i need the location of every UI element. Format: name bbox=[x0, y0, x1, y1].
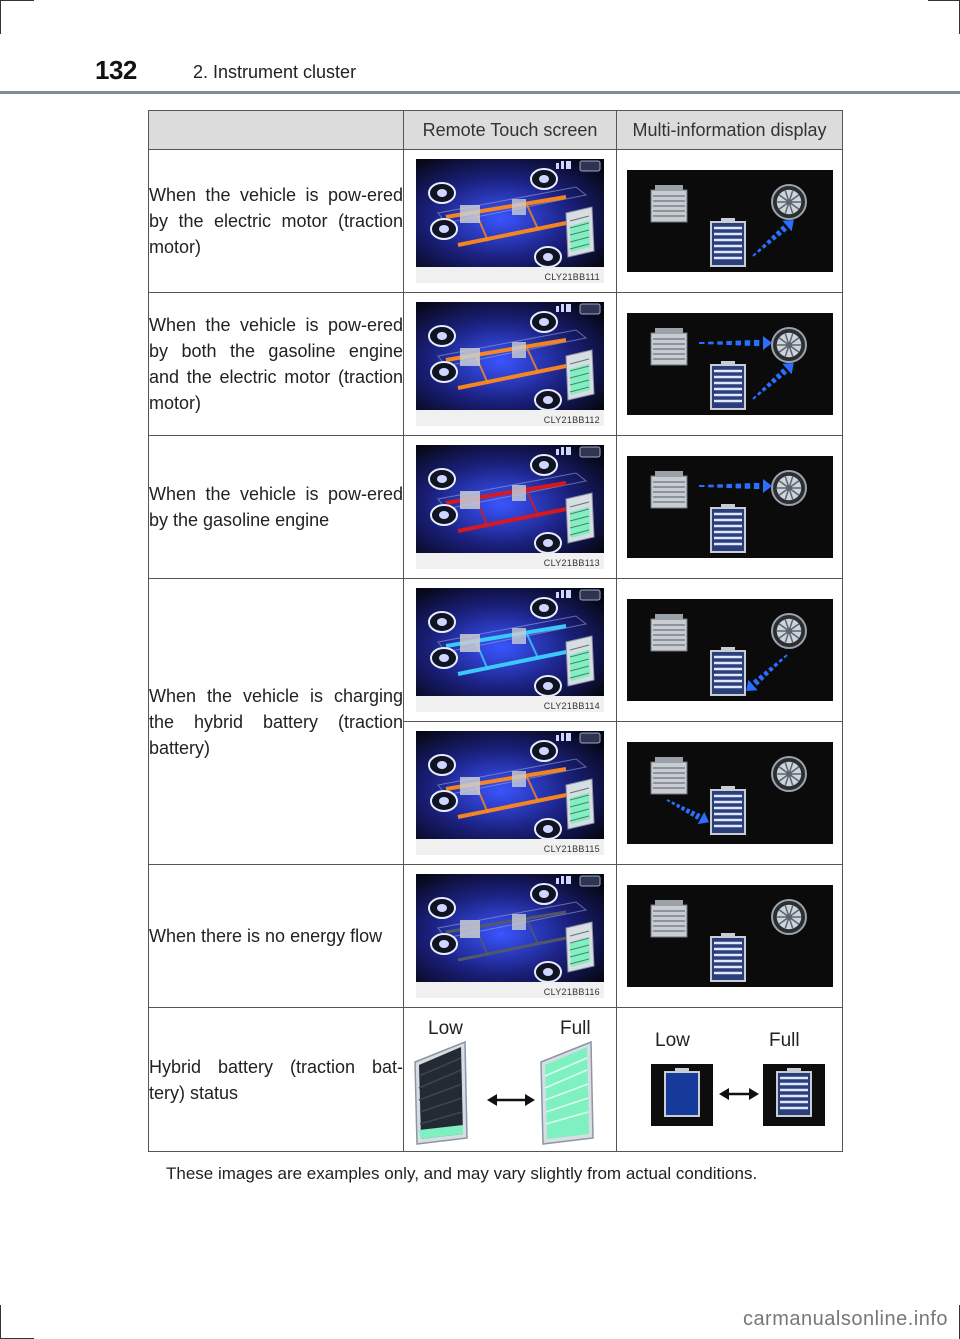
multi-info-cell bbox=[617, 293, 843, 436]
table-row bbox=[149, 436, 843, 579]
table-row bbox=[149, 150, 843, 293]
multi-info-cell bbox=[617, 579, 843, 722]
remote-touch-cell bbox=[404, 865, 617, 1008]
battery-full-icon bbox=[541, 1042, 593, 1144]
remote-touch-cell bbox=[404, 722, 617, 865]
double-arrow-icon bbox=[487, 1094, 535, 1106]
mid-battery-status-icon bbox=[625, 1048, 835, 1128]
image-code: CLY21BB112 bbox=[543, 415, 600, 425]
remote-touch-image bbox=[416, 874, 604, 998]
battery-low-label: Low bbox=[655, 1030, 690, 1051]
remote-battery-status-icon bbox=[405, 1038, 615, 1146]
double-arrow-icon bbox=[719, 1088, 759, 1100]
table-row bbox=[149, 1008, 843, 1152]
remote-touch-image bbox=[416, 445, 604, 569]
row-description: When the vehicle is pow-ered by the electric motor (traction motor) bbox=[149, 150, 404, 293]
multi-info-energy-icon bbox=[627, 170, 833, 272]
battery-low-icon bbox=[651, 1064, 713, 1126]
multi-info-energy-icon bbox=[627, 599, 833, 701]
battery-full-label: Full bbox=[769, 1030, 800, 1051]
battery-low-label: Low bbox=[428, 1018, 463, 1039]
remote-touch-battery-cell bbox=[404, 1008, 617, 1152]
vehicle-energy-icon bbox=[416, 159, 604, 283]
table-header-blank bbox=[149, 111, 404, 150]
remote-touch-image bbox=[416, 731, 604, 855]
remote-touch-image bbox=[416, 588, 604, 712]
multi-info-cell bbox=[617, 722, 843, 865]
footnote: These images are examples only, and may vary slightly from actual conditions. bbox=[166, 1164, 758, 1183]
multi-info-battery-cell bbox=[617, 1008, 843, 1152]
multi-info-cell bbox=[617, 865, 843, 1008]
image-code: CLY21BB115 bbox=[543, 844, 600, 854]
image-code: CLY21BB113 bbox=[543, 558, 600, 568]
column-header-multi-info: Multi-information display bbox=[617, 111, 843, 150]
crop-mark bbox=[0, 1305, 1, 1339]
table-row bbox=[149, 579, 843, 722]
multi-info-energy-icon bbox=[627, 313, 833, 415]
vehicle-energy-icon bbox=[416, 874, 604, 998]
remote-touch-cell bbox=[404, 436, 617, 579]
row-description: When the vehicle is pow-ered by the gasoline engine bbox=[149, 436, 404, 579]
battery-low-icon bbox=[415, 1042, 467, 1144]
table-row bbox=[149, 293, 843, 436]
vehicle-energy-icon bbox=[416, 731, 604, 855]
table-header-row bbox=[149, 111, 843, 150]
image-code: CLY21BB114 bbox=[543, 701, 600, 711]
energy-flow-table bbox=[148, 110, 843, 1152]
image-code: CLY21BB111 bbox=[544, 272, 600, 282]
vehicle-energy-icon bbox=[416, 445, 604, 569]
remote-touch-image bbox=[416, 159, 604, 283]
remote-touch-image bbox=[416, 302, 604, 426]
page-number: 132 bbox=[95, 55, 137, 85]
battery-full-label: Full bbox=[560, 1018, 591, 1039]
column-header-remote-touch: Remote Touch screen bbox=[404, 111, 617, 150]
image-code: CLY21BB116 bbox=[543, 987, 600, 997]
battery-full-icon bbox=[763, 1064, 825, 1126]
header-rule bbox=[0, 91, 960, 94]
row-description: When the vehicle is charging the hybrid battery (traction battery) bbox=[149, 579, 404, 865]
row-description: When the vehicle is pow-ered by both the gasoline engine and the electric motor (traction motor) bbox=[149, 293, 404, 436]
page-header bbox=[0, 0, 960, 100]
row-description: When there is no energy flow bbox=[149, 865, 404, 1008]
multi-info-energy-icon bbox=[627, 456, 833, 558]
vehicle-energy-icon bbox=[416, 302, 604, 426]
multi-info-cell bbox=[617, 150, 843, 293]
multi-info-energy-icon bbox=[627, 885, 833, 987]
table-row bbox=[149, 865, 843, 1008]
row-description: Hybrid battery (traction bat-tery) status bbox=[149, 1008, 404, 1152]
multi-info-energy-icon bbox=[627, 742, 833, 844]
watermark: carmanualsonline.info bbox=[742, 1308, 948, 1330]
vehicle-energy-icon bbox=[416, 588, 604, 712]
remote-touch-cell bbox=[404, 579, 617, 722]
remote-touch-cell bbox=[404, 293, 617, 436]
remote-touch-cell bbox=[404, 150, 617, 293]
multi-info-cell bbox=[617, 436, 843, 579]
section-title: 2. Instrument cluster bbox=[193, 62, 357, 82]
